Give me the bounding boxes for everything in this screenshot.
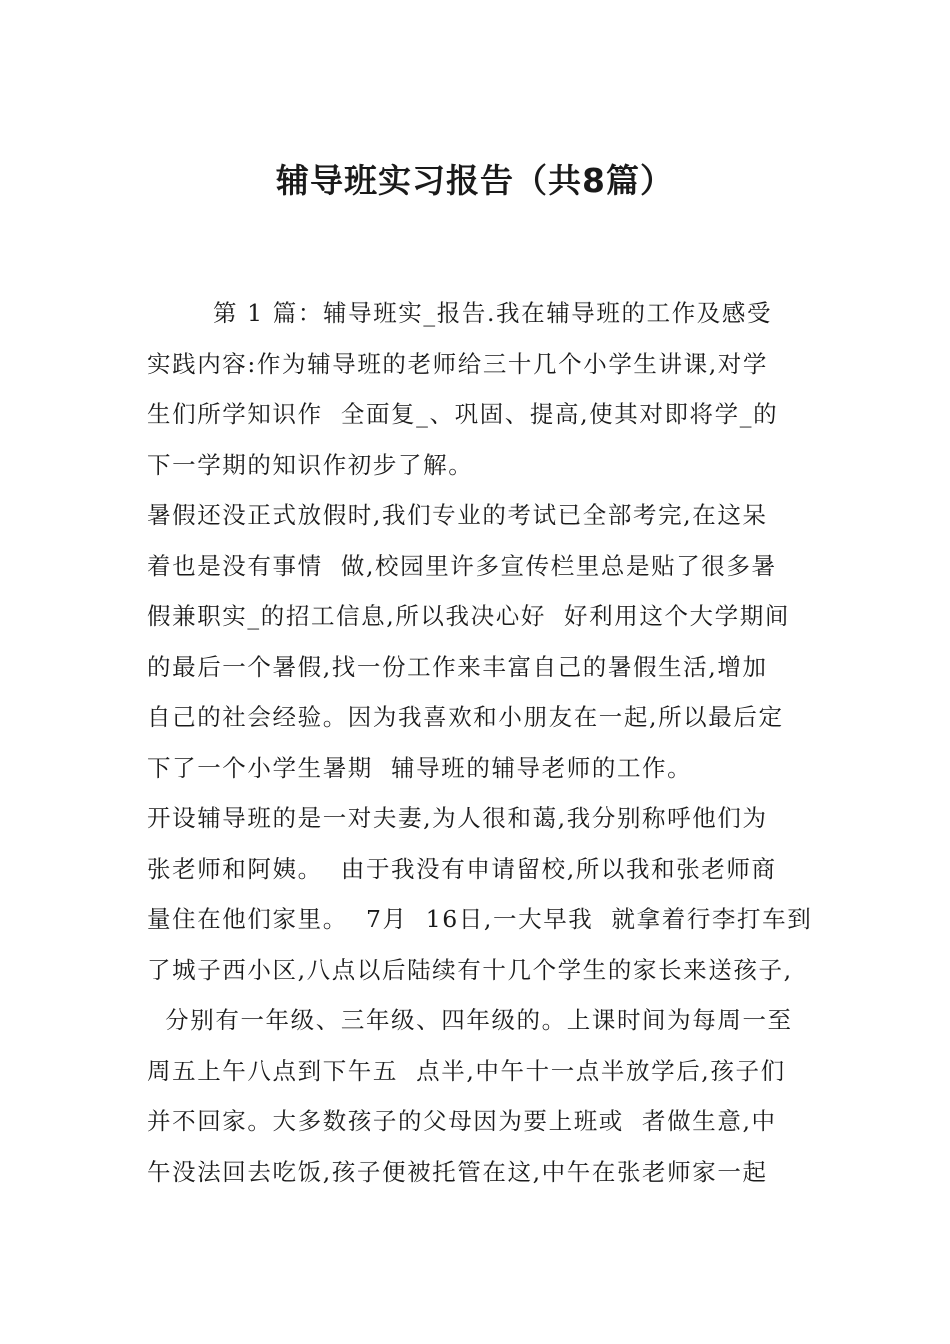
section-heading: 第 1 篇：辅导班实_报告.我在辅导班的工作及感受 — [213, 299, 773, 327]
body-line: 假兼职实_的招工信息,所以我决心好 好利用这个大学期间 — [147, 602, 790, 630]
body-line: 了城子西小区,八点以后陆续有十几个学生的家长来送孩子, — [147, 955, 793, 984]
document-body — [147, 288, 827, 1197]
body-line: 开设辅导班的是一对夫妻,为人很和蔼,我分别称呼他们为 — [147, 804, 768, 832]
body-line: 自己的社会经验。因为我喜欢和小朋友在一起,所以最后定 — [147, 703, 784, 731]
body-line: 下一学期的知识作初步了解。 — [147, 450, 474, 479]
body-line: 的最后一个暑假,找一份工作来丰富自己的暑假生活,增加 — [147, 652, 768, 681]
body-line: 暑假还没正式放假时,我们专业的考试已全部考完,在这呆 — [147, 501, 768, 529]
body-line: 并不回家。大多数孩子的父母因为要上班或 者做生意,中 — [147, 1107, 777, 1135]
body-line: 张老师和阿姨。 由于我没有申请留校,所以我和张老师商 — [147, 854, 777, 883]
body-line: 下了一个小学生暑期 辅导班的辅导老师的工作。 — [147, 753, 693, 782]
document-title: 辅导班实习报告（共8篇） — [276, 161, 674, 200]
body-line: 实践内容:作为辅导班的老师给三十几个小学生讲课,对学 — [147, 349, 768, 378]
body-line: 量住在他们家里。 7月 16日,一大早我 就拿着行李打车到 — [147, 905, 813, 933]
body-line: 周五上午八点到下午五 点半,中午十一点半放学后,孩子们 — [147, 1056, 786, 1085]
body-line: 分别有一年级、三年级、四年级的。上课时间为每周一至 — [147, 1006, 793, 1034]
body-line: 生们所学知识作 全面复_、巩固、提高,使其对即将学_的 — [147, 400, 779, 428]
body-line: 午没法回去吃饭,孩子便被托管在这,中午在张老师家一起 — [147, 1157, 768, 1186]
body-line: 着也是没有事情 做,校园里许多宣传栏里总是贴了很多暑 — [147, 551, 777, 580]
